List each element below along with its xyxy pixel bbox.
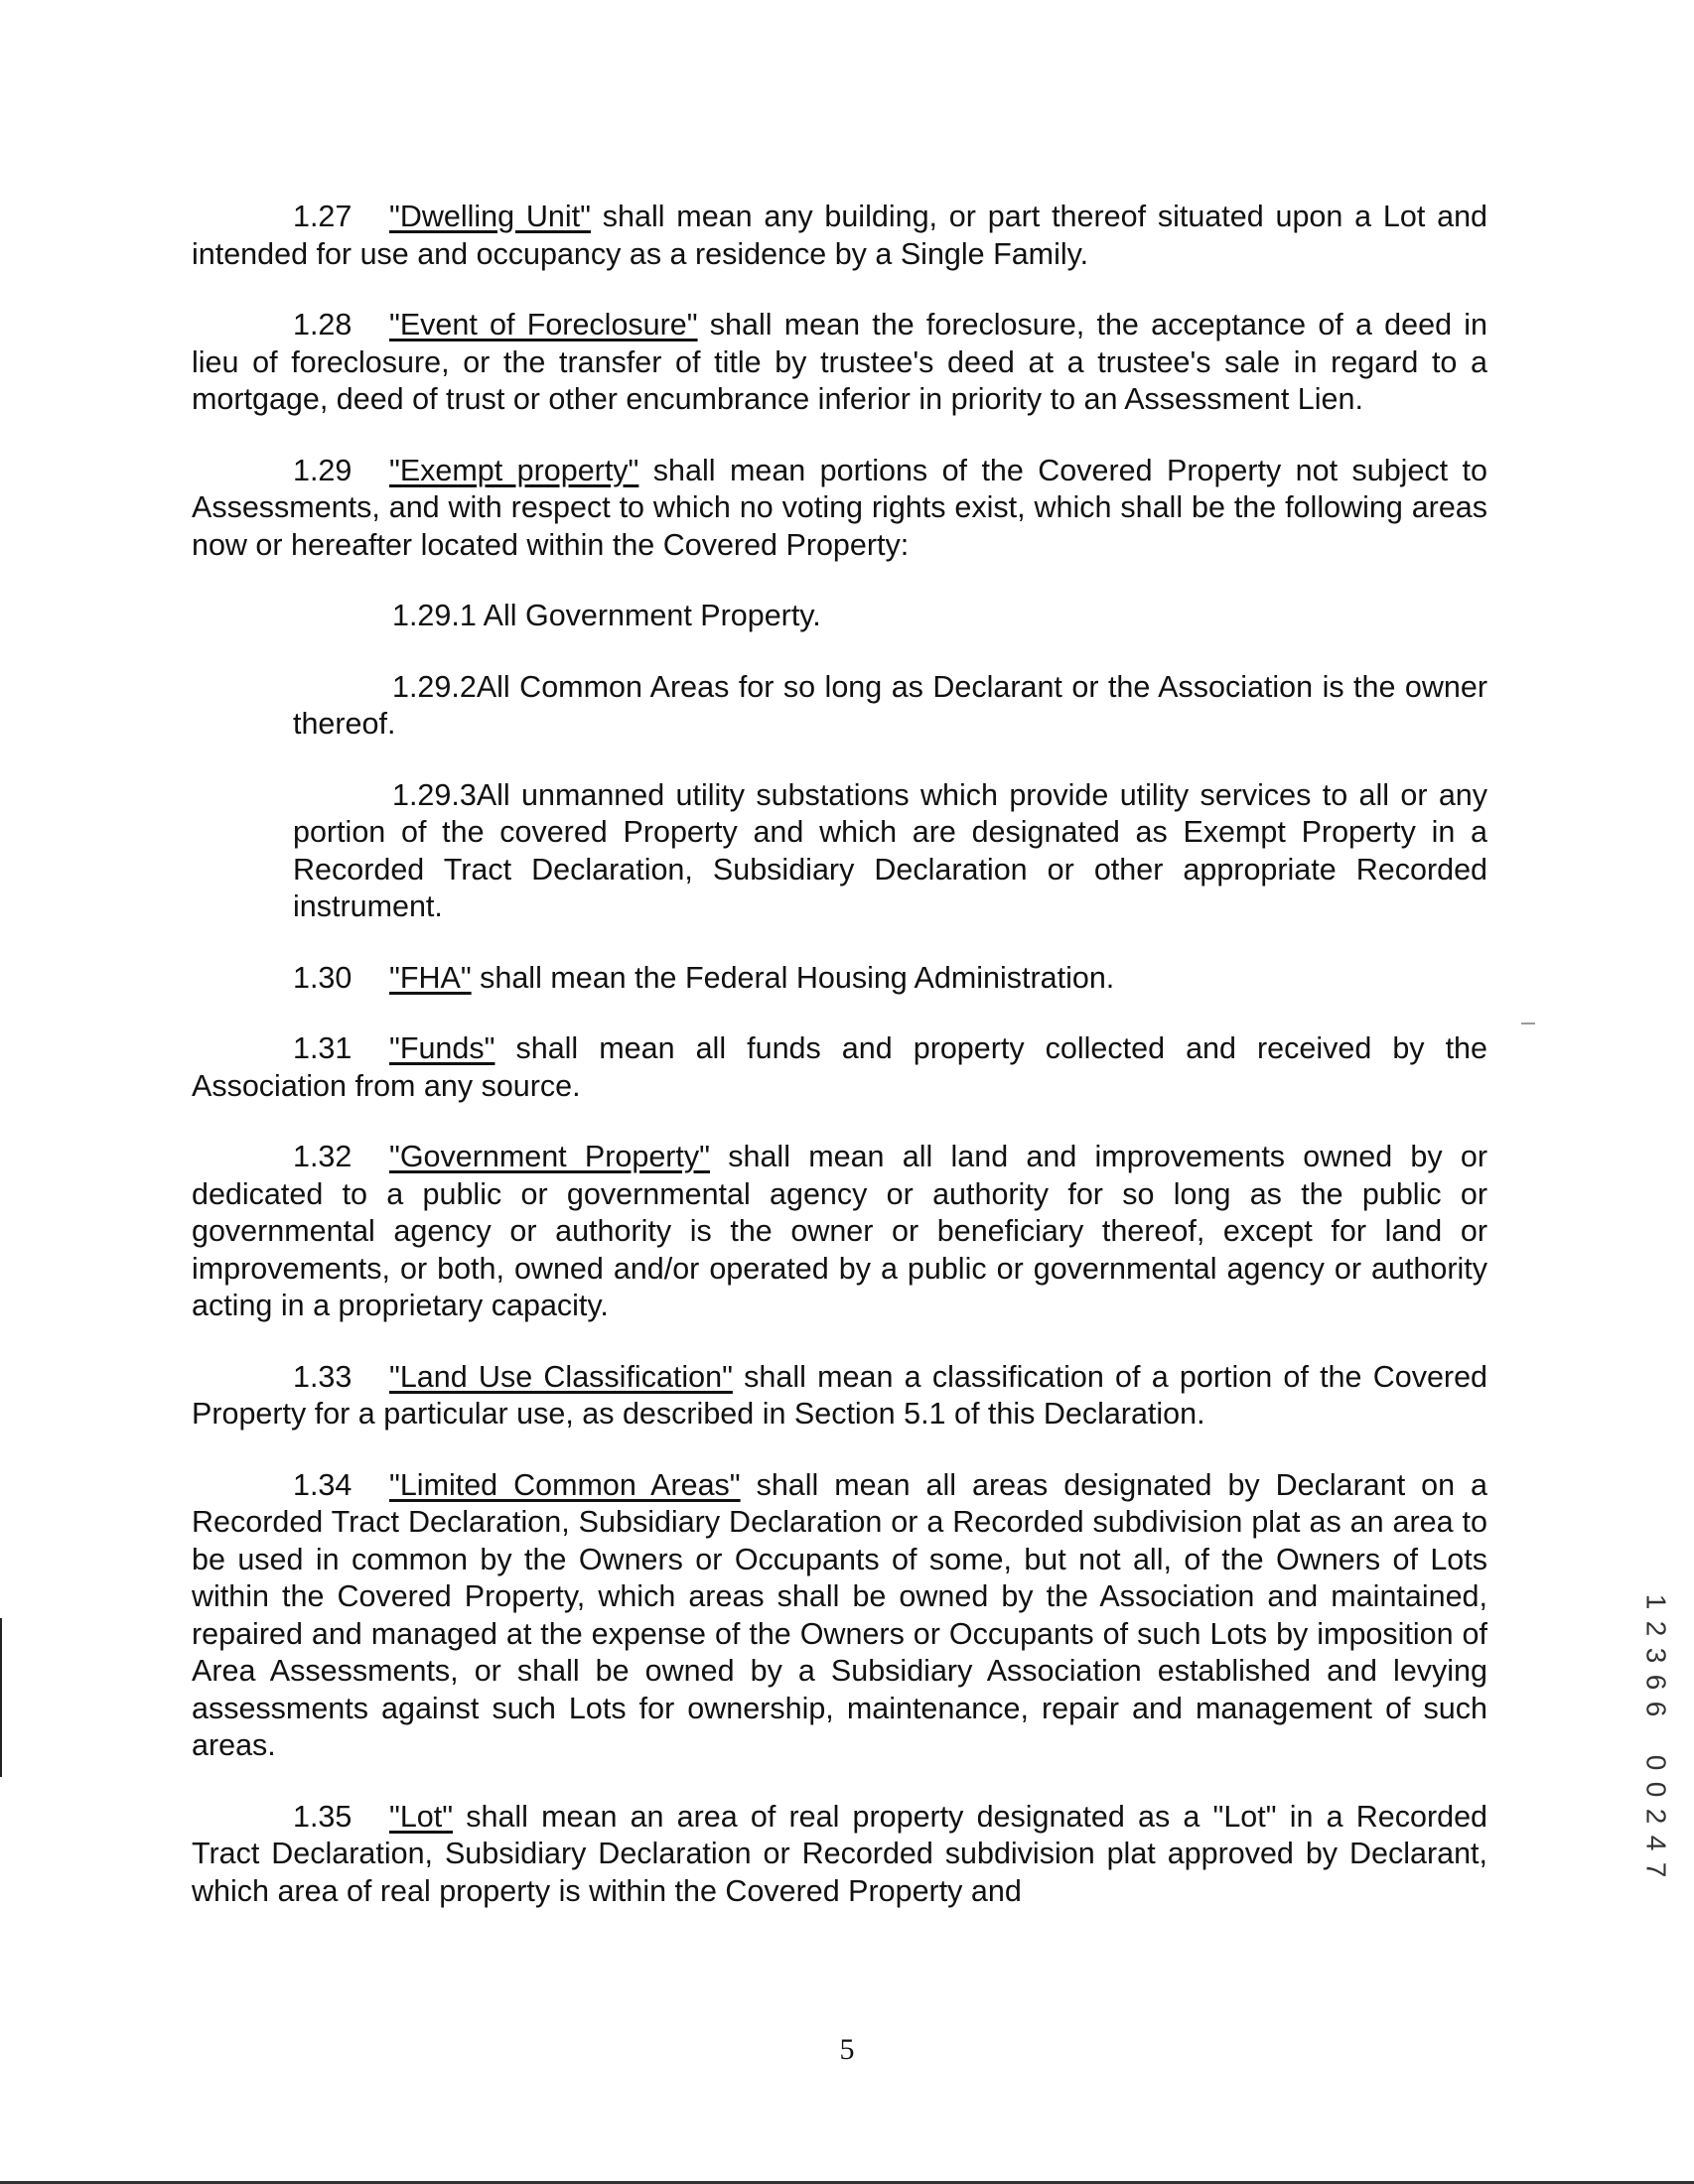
definition-text: shall mean an area of real property designated as a "Lot" in a Recorded Tract Declaration, Subsidiary Declaration or Recorded subdivision plat approved by Declarant, which area of real property is within the Covered Property and <box>192 1799 1487 1908</box>
section-1-35 <box>192 1799 1487 1911</box>
definition-text: shall mean the Federal Housing Administration. <box>471 960 1115 995</box>
section-number: 1.29 <box>293 453 353 487</box>
section-number: 1.29.3 <box>392 777 477 812</box>
definition-text: All unmanned utility substations which provide utility services to all or any portion of the covered Property and which are designated as Exempt Property in a Recorded Tract Declaration, Subsidiary Declaration or other appropriate Recorded instrument. <box>293 777 1487 923</box>
section-number: 1.34 <box>293 1467 353 1502</box>
defined-term: "Event of Foreclosure" <box>389 308 698 341</box>
section-number: 1.29.2 <box>392 669 477 704</box>
definition-text: shall mean portions of the Covered Property not subject to Assessments, and with respect to which no voting rights exist, which shall be the following areas now or hereafter located within the Covered Property: <box>192 453 1487 562</box>
page-number: 5 <box>839 2033 855 2066</box>
section-1-29-2 <box>293 669 1487 744</box>
section-number: 1.31 <box>293 1031 353 1065</box>
stamp-glyph: 2 <box>1640 1808 1672 1825</box>
stamp-glyph: 0 <box>1640 1781 1672 1798</box>
stamp-glyph: 0 <box>1640 1754 1672 1771</box>
section-1-27 <box>192 199 1487 273</box>
defined-term: "FHA" <box>389 960 472 995</box>
document-body <box>192 199 1487 1910</box>
definition-text: shall mean all funds and property collected and received by the Association from any source. <box>192 1031 1487 1103</box>
definition-text: shall mean all areas designated by Declarant on a Recorded Tract Declaration, Subsidiary Declaration or a Recorded subdivision plat as an area to be used in common by the Owners or Occupants of some, but not all, of the Owners of Lots within the Covered Property, which areas shall be owned by the Association and maintained, repaired and managed at the expense of the Owners or Occupants of such Lots by imposition of Area Assessments, or shall be owned by a Subsidiary Association established and levying assessments against such Lots for ownership, maintenance, repair and management of such areas. <box>192 1467 1487 1762</box>
stamp-glyph: 1 <box>1640 1593 1672 1610</box>
definition-text: All Government Property. <box>476 599 821 632</box>
stamp-glyph: 3 <box>1640 1647 1672 1664</box>
defined-term: "Funds" <box>389 1031 495 1065</box>
section-number: 1.32 <box>293 1140 353 1173</box>
defined-term: "Land Use Classification" <box>389 1359 733 1394</box>
section-1-30 <box>192 960 1487 998</box>
section-number: 1.35 <box>293 1799 353 1834</box>
stamp-glyph: 7 <box>1640 1861 1672 1878</box>
section-number: 1.30 <box>293 960 353 995</box>
section-number: 1.33 <box>293 1359 353 1394</box>
defined-term: "Dwelling Unit" <box>389 200 591 233</box>
defined-term: "Lot" <box>389 1799 454 1834</box>
recording-stamp <box>1636 1588 1676 1883</box>
defined-term: "Government Property" <box>389 1140 710 1173</box>
section-1-29 <box>192 453 1487 565</box>
section-number: 1.29.1 <box>392 599 477 632</box>
stamp-glyph: 4 <box>1640 1835 1672 1851</box>
definition-text: shall mean the foreclosure, the acceptance of a deed in lieu of foreclosure, or the transfer of title by trustee's deed at a trustee's sale in regard to a mortgage, deed of trust or other encumbrance inferior in priority to an Assessment Lien. <box>192 308 1487 416</box>
definition-text: All Common Areas for so long as Declarant or the Association is the owner thereof. <box>293 669 1487 741</box>
section-1-29-3 <box>293 777 1487 926</box>
stamp-glyph: 2 <box>1640 1620 1672 1637</box>
section-1-33 <box>192 1359 1487 1433</box>
defined-term: "Limited Common Areas" <box>389 1467 741 1502</box>
section-1-31 <box>192 1030 1487 1105</box>
scan-edge-left <box>0 1618 2 1777</box>
stamp-glyph: 6 <box>1640 1674 1672 1691</box>
definition-text: shall mean a classification of a portion of the Covered Property for a particular use, as described in Section 5.1 of this Declaration. <box>192 1359 1488 1431</box>
section-1-32 <box>192 1139 1487 1325</box>
section-1-29-1 <box>293 598 1487 635</box>
defined-term: "Exempt property" <box>389 453 639 487</box>
definition-text: shall mean all land and improvements owned by or dedicated to a public or governmental agency or authority for so long as the public or governmental agency or authority is the owner or beneficiary thereof, except for land or improvements, or both, owned and/or operated by a public or governmental agency or authority acting in a proprietary capacity. <box>192 1140 1487 1322</box>
section-1-34 <box>192 1467 1487 1765</box>
section-number: 1.27 <box>293 200 353 233</box>
section-1-28 <box>192 307 1487 419</box>
section-number: 1.28 <box>293 308 353 341</box>
scan-speck <box>1521 1023 1535 1024</box>
definition-text: shall mean any building, or part thereof situated upon a Lot and intended for use and occupancy as a residence by a Single Family. <box>192 200 1487 271</box>
stamp-glyph: 6 <box>1640 1701 1672 1717</box>
